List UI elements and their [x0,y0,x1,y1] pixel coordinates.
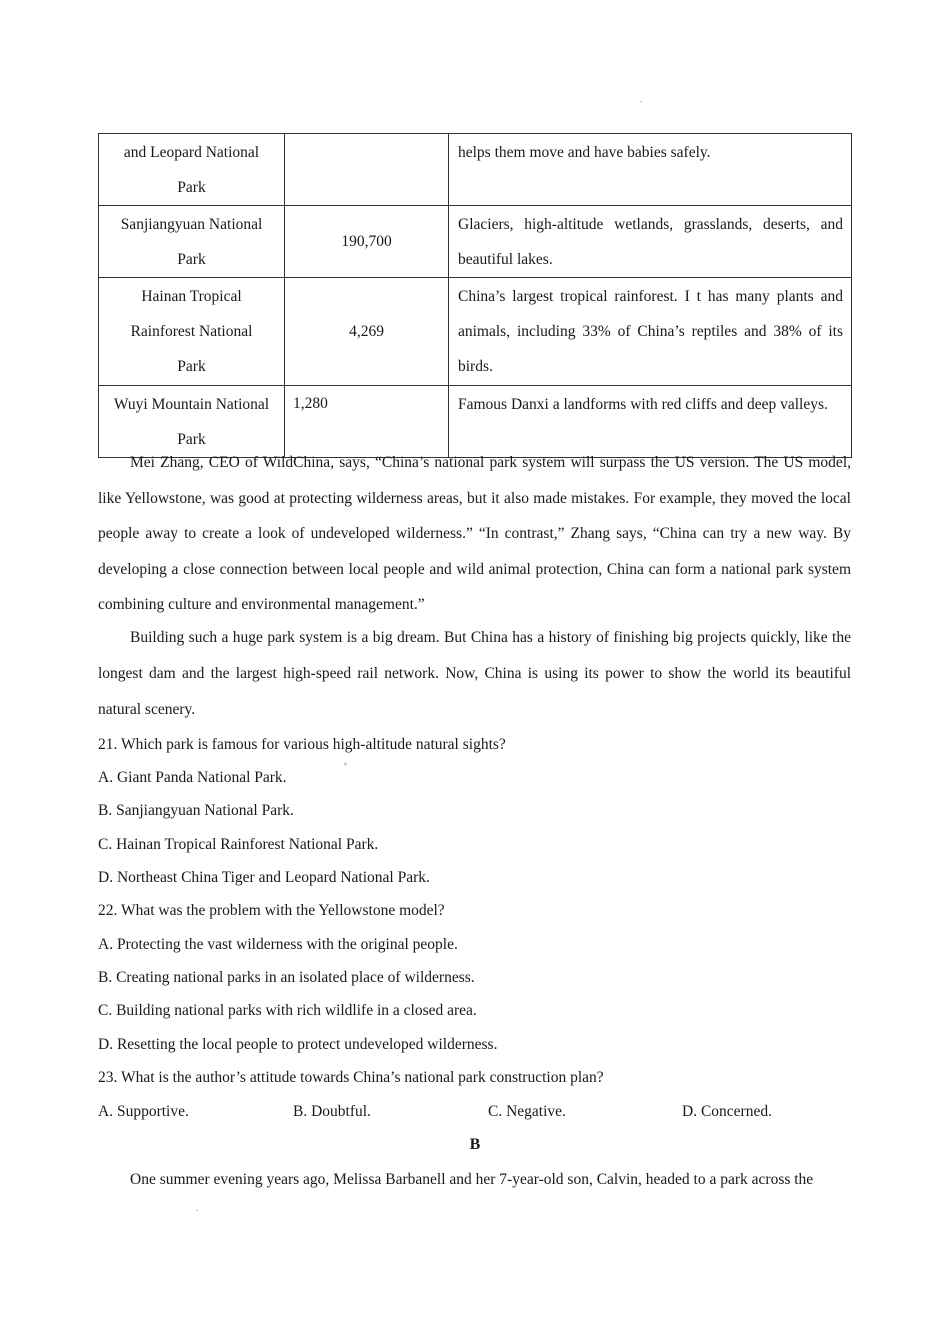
question-23-option-a: A. Supportive. [98,1103,189,1120]
park-description-cell: Famous Danxi a landforms with red cliffs and deep valleys. [449,386,852,458]
park-name-line: and Leopard National [123,144,260,161]
question-23-option-c: C. Negative. [488,1103,566,1120]
park-description-cell: helps them move and have babies safely. [449,134,852,206]
section-b-first-line: One summer evening years ago, Melissa Barbanell and her 7-year-old son, Calvin, headed to a park across the [130,1171,814,1188]
question-21-option-b: B. Sanjiangyuan National Park. [98,802,294,819]
park-area-cell: 1,280 [285,386,449,458]
park-area-cell: 190,700 [285,206,449,278]
question-22-option-b: B. Creating national parks in an isolated place of wilderness. [98,969,475,986]
park-name-cell [99,134,285,206]
paragraph-mei-zhang-quote: Mei Zhang, CEO of WildChina, says, “China’s national park system will surpass the US version. The US model, like Yellowstone, was good at protecting wilderness areas, but it also made mistakes. For example, they moved the local people away to create a look of undeveloped wilderness.” “In contrast,” Zhang says, “China can try a new way. By developing a close connection between local people and wild animal protection, China can form a national park system combining culture and environmental management.” [98,454,851,613]
question-22-option-c: C. Building national parks with rich wildlife in a closed area. [98,1002,477,1019]
park-name-cell [99,278,285,386]
question-21-option-a: A. Giant Panda National Park. [98,769,287,786]
table-row [99,278,852,386]
question-22-option-a: A. Protecting the vast wilderness with the original people. [98,936,458,953]
park-name-line: Wuyi Mountain National [113,396,270,413]
national-park-table [98,133,852,458]
section-heading-b: B [469,1136,481,1153]
park-name-line: Park [177,358,206,375]
park-description-cell: China’s largest tropical rainforest. I t has many plants and animals, including 33% of China’s reptiles and 38% of its birds. [449,278,852,386]
paragraph-big-dream: Building such a huge park system is a big dream. But China has a history of finishing big projects quickly, like the longest dam and the largest high-speed rail network. Now, China is using its power to show the world its beautiful natural scenery. [98,629,851,718]
park-area-cell [285,134,449,206]
park-name-line: Sanjiangyuan National [120,216,263,233]
question-23-option-b: B. Doubtful. [293,1103,371,1120]
scan-speck [344,762,348,765]
question-21-stem: 21. Which park is famous for various high-altitude natural sights? [98,736,506,753]
park-name-line: Rainforest National [130,323,253,340]
question-21-option-c: C. Hainan Tropical Rainforest National Park. [98,836,379,853]
table-row [99,206,852,278]
scan-speck [640,101,642,102]
park-name-line: Hainan Tropical [141,288,242,305]
question-23-options [98,1102,851,1122]
question-21-option-d: D. Northeast China Tiger and Leopard National Park. [98,869,430,886]
park-name-line: Park [177,431,206,448]
park-description-cell: Glaciers, high-altitude wetlands, grasslands, deserts, and beautiful lakes. [449,206,852,278]
scan-speck [196,1210,198,1211]
question-22-option-d: D. Resetting the local people to protect undeveloped wilderness. [98,1036,498,1053]
table-row [99,134,852,206]
park-name-cell [99,206,285,278]
question-23-stem: 23. What is the author’s attitude towards China’s national park construction plan? [98,1069,604,1086]
park-area-cell: 4,269 [285,278,449,386]
question-23-option-d: D. Concerned. [682,1103,772,1120]
question-22-stem: 22. What was the problem with the Yellowstone model? [98,902,445,919]
park-name-line: Park [177,251,206,268]
park-name-line: Park [177,179,206,196]
